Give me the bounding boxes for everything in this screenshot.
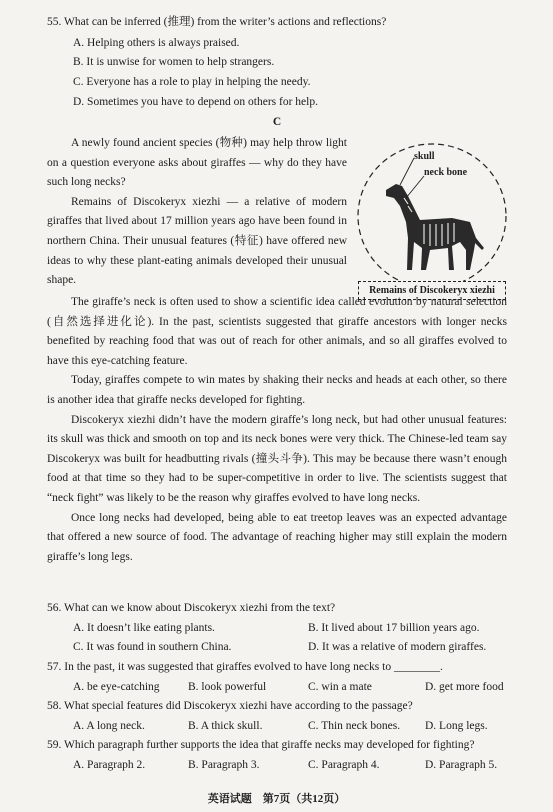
illustration-caption: Remains of Discokeryx xiezhi	[358, 281, 506, 300]
paragraph-6: Once long necks had developed, being able to eat treetop leaves was an expected advantage that offered a new source of food. The advantage of reaching higher may still explain the modern giraffe’s long legs.	[47, 511, 507, 563]
q57-stem: 57. In the past, it was suggested that giraffes evolved to have long necks to ________.	[47, 661, 443, 673]
q58-option-a: A. A long neck.	[73, 720, 145, 732]
q56-option-b: B. It lived about 17 billion years ago.	[308, 622, 480, 634]
q59-option-b: B. Paragraph 3.	[188, 759, 260, 771]
q56-stem: 56. What can we know about Discokeryx xiezhi from the text?	[47, 602, 336, 614]
section-letter: C	[272, 116, 282, 128]
neck-bone-label: neck bone	[424, 167, 468, 178]
discokeryx-skeleton-icon	[386, 184, 484, 270]
page-footer: 英语试题 第7页（共12页）	[207, 793, 346, 805]
q56-option-d: D. It was a relative of modern giraffes.	[308, 641, 487, 653]
passage-wide	[47, 293, 507, 567]
dashed-circle-frame	[352, 138, 512, 304]
q58-option-d: D. Long legs.	[425, 720, 488, 732]
q58-option-c: C. Thin neck bones.	[308, 720, 401, 732]
q57-option-a: A. be eye-catching	[73, 681, 160, 693]
skull-label: skull	[414, 151, 435, 162]
q59-option-d: D. Paragraph 5.	[425, 759, 498, 771]
paragraph-4: Today, giraffes compete to win mates by shaking their necks and heads at each other, so there is another idea that giraffe necks developed for fighting.	[47, 374, 507, 406]
passage-narrow	[47, 134, 347, 291]
q57-option-c: C. win a mate	[308, 681, 372, 693]
q58-option-b: B. A thick skull.	[188, 720, 263, 732]
q56-option-c: C. It was found in southern China.	[73, 641, 232, 653]
q55-option-b: B. It is unwise for women to help strangers.	[73, 56, 275, 68]
q57-option-d: D. get more food	[425, 681, 504, 693]
paragraph-5: Discokeryx xiezhi didn’t have the modern giraffe’s long neck, but had other unusual features: its skull was thick and smooth on top and its neck bones were very thick. The Chinese-led team say Discokeryx was built for headbutting rivals (撞头斗争). This may be because there wasn’t enough food at that time so they had to be super-competitive in order to live. The scientists suggest that “neck fight” was likely to be the reason why giraffes evolved to have long necks.	[47, 413, 507, 504]
giraffe-illustration	[352, 138, 512, 304]
q55-option-a: A. Helping others is always praised.	[73, 37, 240, 49]
paragraph-3: The giraffe’s neck is often used to show a scientific idea called evolution by natural selection (自然选择进化论). In the past, scientists suggested that giraffe ancestors with longer necks benefited by reaching food that was out of reach for other animals, and so all giraffes evolved to have this eye-catching feature.	[47, 296, 507, 367]
q56-option-a: A. It doesn’t like eating plants.	[73, 622, 215, 634]
q59-option-c: C. Paragraph 4.	[308, 759, 380, 771]
q55-option-c: C. Everyone has a role to play in helping the needy.	[73, 76, 311, 88]
paragraph-2: Remains of Discokeryx xiezhi — a relative of modern giraffes that lived about 17 million years ago have been found in northern China. Their unusual features (特征) have offered new ideas to why these plant-eating animals developed their unusual shape.	[47, 195, 347, 287]
q58-stem: 58. What special features did Discokeryx xiezhi have according to the passage?	[47, 700, 413, 712]
q55-option-d: D. Sometimes you have to depend on others for help.	[73, 96, 318, 108]
paragraph-1: A newly found ancient species (物种) may help throw light on a question everyone asks about giraffes — why do they have such long necks?	[47, 137, 347, 189]
q59-option-a: A. Paragraph 2.	[73, 759, 146, 771]
q57-option-b: B. look powerful	[188, 681, 267, 693]
q59-stem: 59. Which paragraph further supports the idea that giraffe necks may developed for fighting?	[47, 739, 475, 751]
q55-stem: 55. What can be inferred (推理) from the writer’s actions and reflections?	[47, 16, 387, 28]
